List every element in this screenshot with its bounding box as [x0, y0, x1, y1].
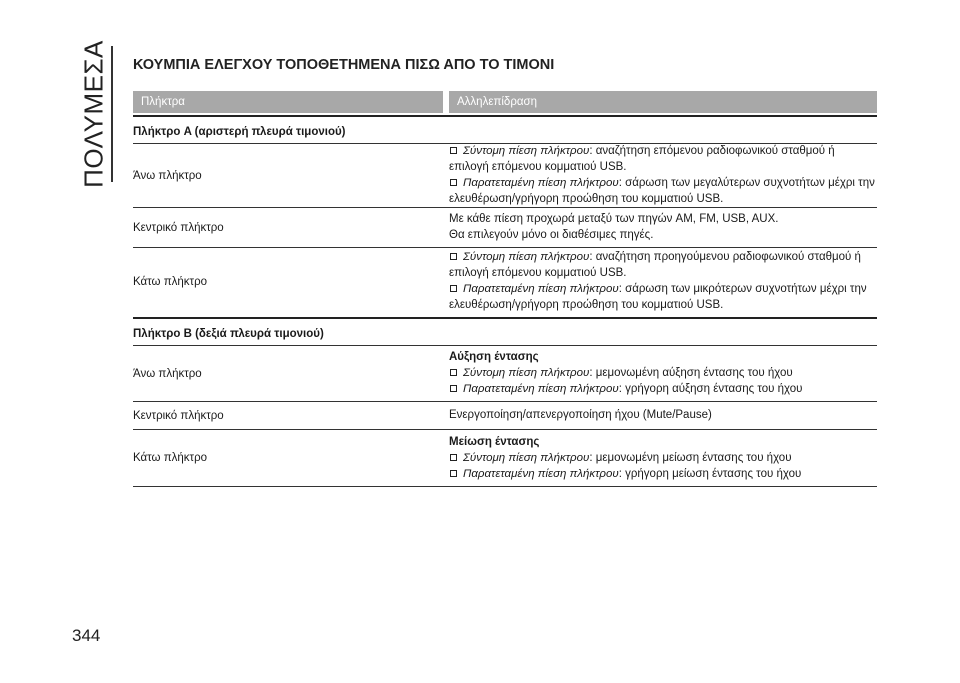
table-bottom-rule: [133, 486, 877, 487]
short-press-continuation: επιλογή επόμενου κομματιού USB.: [449, 161, 627, 173]
row-subhead: Αύξηση έντασης: [449, 351, 539, 363]
checkbox-bullet-icon: [450, 454, 457, 461]
row-line-1: Με κάθε πίεση προχωρά μεταξύ των πηγών AM, FM, USB, AUX.: [449, 213, 779, 225]
table-row: [133, 247, 877, 315]
short-press-label: Σύντομη πίεση πλήκτρου: [463, 451, 590, 464]
row-key: Κεντρικό πλήκτρο: [133, 221, 224, 234]
side-title-text: ΠΟΛΥΜΕΣΑ: [78, 40, 109, 188]
table-row: [133, 429, 877, 486]
long-press-label: Παρατεταμένη πίεση πλήκτρου: [463, 177, 619, 189]
checkbox-bullet-icon: [450, 470, 457, 477]
section-title-a: Πλήκτρο A (αριστερή πλευρά τιμονιού): [133, 115, 877, 143]
page-number: 344: [72, 626, 101, 645]
checkbox-bullet-icon: [450, 369, 457, 376]
row-key: Κάτω πλήκτρο: [133, 275, 208, 288]
checkbox-bullet-icon: [450, 285, 457, 292]
controls-table: [133, 91, 877, 487]
row-key: Κεντρικό πλήκτρο: [133, 409, 224, 422]
checkbox-bullet-icon: [450, 385, 457, 392]
long-press-continuation: ελευθέρωση/γρήγορη προώθηση του κομματιού USB.: [449, 193, 724, 205]
short-press-text: : αναζήτηση προηγούμενου ραδιοφωνικού σταθμού ή: [589, 251, 861, 263]
long-press-text: : σάρωση των μικρότερων συχνοτήτων μέχρι την: [618, 283, 867, 295]
checkbox-bullet-icon: [450, 147, 457, 154]
column-header-interaction: Αλληλεπίδραση: [449, 91, 877, 113]
long-press-label: Παρατεταμένη πίεση πλήκτρου: [463, 283, 619, 295]
checkbox-bullet-icon: [450, 179, 457, 186]
long-press-text: : σάρωση των μεγαλύτερων συχνοτήτων μέχρι την: [618, 177, 875, 189]
row-key: Άνω πλήκτρο: [133, 169, 202, 182]
row-subhead: Μείωση έντασης: [449, 435, 540, 448]
table-row: [133, 401, 877, 429]
short-press-text: : αναζήτηση επόμενου ραδιοφωνικού σταθμού ή: [589, 145, 835, 157]
short-press-label: Σύντομη πίεση πλήκτρου: [463, 367, 590, 379]
table-header: [133, 91, 877, 113]
row-value: [449, 404, 877, 427]
row-value: [449, 346, 877, 401]
short-press-continuation: επιλογή επόμενου κομματιού USB.: [449, 267, 627, 279]
row-value: [449, 431, 877, 486]
short-press-text: : μεμονωμένη μείωση έντασης του ήχου: [589, 451, 792, 464]
section-side-title: [78, 40, 110, 188]
row-key: Κάτω πλήκτρο: [133, 452, 208, 464]
checkbox-bullet-icon: [450, 253, 457, 260]
side-rule: [111, 46, 113, 182]
long-press-text: : γρήγορη μείωση έντασης του ήχου: [618, 467, 802, 480]
row-key: Άνω πλήκτρο: [133, 367, 202, 380]
table-row: [133, 143, 877, 207]
row-value: [449, 208, 877, 247]
long-press-label: Παρατεταμένη πίεση πλήκτρου: [463, 383, 619, 395]
row-line-2: Θα επιλεγούν μόνο οι διαθέσιμες πηγές.: [449, 229, 654, 241]
long-press-text: : γρήγορη αύξηση έντασης του ήχου: [618, 383, 803, 395]
table-row: [133, 207, 877, 247]
row-value: [449, 246, 877, 317]
short-press-text: : μεμονωμένη αύξηση έντασης του ήχου: [589, 367, 793, 379]
table-row: [133, 345, 877, 401]
short-press-label: Σύντομη πίεση πλήκτρου: [463, 145, 590, 157]
long-press-continuation: ελευθέρωση/γρήγορη προώθηση του κομματιού USB.: [449, 299, 724, 311]
row-line-1: Ενεργοποίηση/απενεργοποίηση ήχου (Mute/Pause): [449, 409, 712, 421]
page-heading: ΚΟΥΜΠΙΑ ΕΛΕΓΧΟΥ ΤΟΠΟΘΕΤΗΜΕΝΑ ΠΙΣΩ ΑΠΟ ΤΟ ΤΙΜΟΝΙ: [133, 57, 555, 73]
section-title-b: Πλήκτρο B (δεξιά πλευρά τιμονιού): [133, 317, 877, 345]
column-header-keys: Πλήκτρα: [133, 91, 443, 113]
short-press-label: Σύντομη πίεση πλήκτρου: [463, 251, 590, 263]
row-value: [449, 140, 877, 211]
long-press-label: Παρατεταμένη πίεση πλήκτρου: [463, 467, 619, 480]
